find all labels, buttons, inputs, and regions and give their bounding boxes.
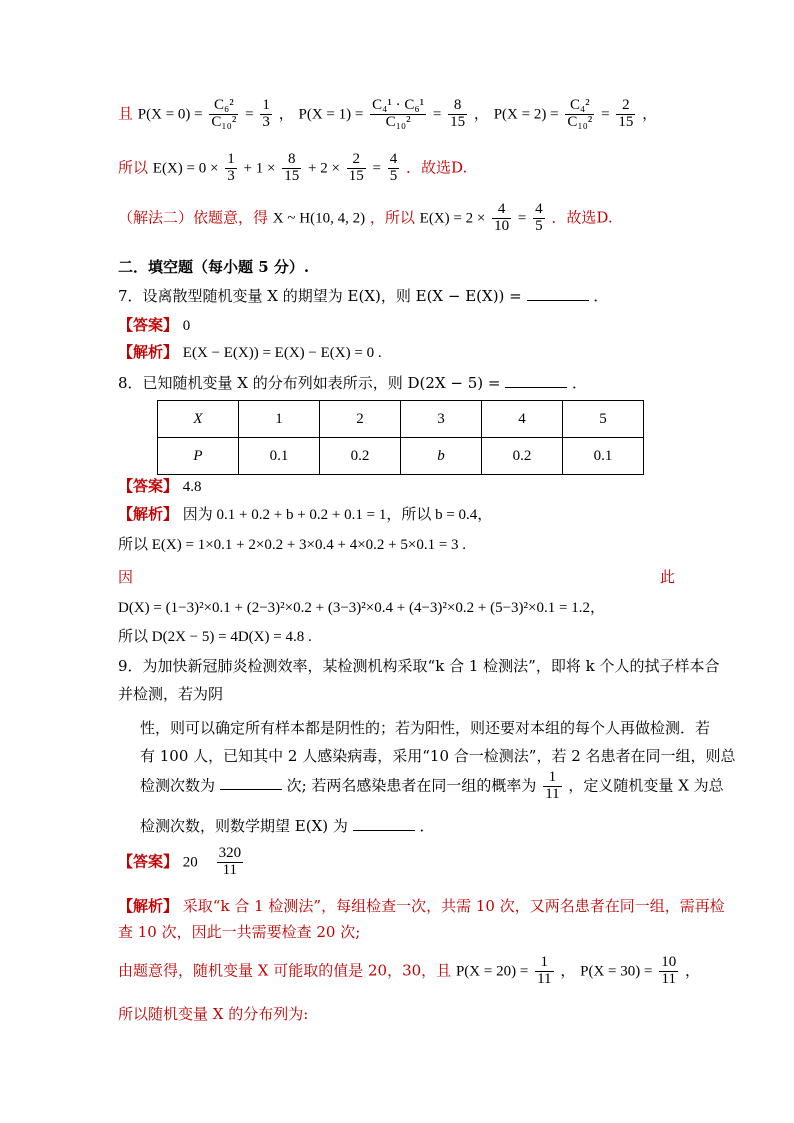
table-cell: 0.2 (320, 438, 401, 475)
table-cell: 0.1 (563, 438, 644, 475)
denominator: 11 (545, 785, 560, 802)
prob-lhs: P(X = 20) = (455, 963, 529, 980)
denominator: 10 (494, 217, 510, 234)
question-9-analysis (118, 895, 725, 916)
analysis-tag: 【解析】 (118, 343, 179, 361)
question-9-answer (118, 846, 245, 879)
analysis-text: 所以 D(2X − 5) = 4D(X) = 4.8 . (118, 629, 312, 645)
numerator: C₆² (209, 98, 238, 115)
denominator: 5 (389, 167, 398, 184)
text-prefix: （解法二）依题意，得 (118, 208, 269, 227)
analysis-text: D(X) = (1−3)²×0.1 + (2−3)²×0.2 + (3−3)²×0.4 + (4−3)²×0.2 + (5−3)²×0.1 = 1.2， (118, 600, 605, 616)
question-text: 7．设离散型随机变量 X 的期望为 E(X)，则 E(X − E(X)) = (118, 287, 522, 305)
answer-tag: 【答案】 (118, 316, 179, 334)
choice-text: ．故选 (551, 208, 597, 227)
question-9-text: 有 100 人，已知其中 2 人感染病毒，采用“10 合一检测法”，若 2 名患者在同一组，则总 (140, 747, 736, 765)
fraction (492, 202, 511, 235)
table-cell: P (158, 438, 239, 475)
denominator: 15 (284, 167, 300, 184)
text-prefix: 且 (118, 104, 134, 123)
line-end: ． (419, 817, 435, 835)
expr-part: + 2 × (308, 160, 340, 177)
numerator: 1 (262, 97, 270, 113)
answer-tag: 【答案】 (118, 852, 179, 871)
separator: ， (473, 104, 489, 123)
fraction (533, 202, 545, 235)
equals: = (601, 106, 610, 123)
line-end: . (607, 208, 613, 227)
section-heading: 二．填空题（每小题 5 分）. (118, 258, 310, 276)
table-row (158, 401, 644, 438)
answer-fraction (217, 846, 244, 879)
question-9-line6 (140, 815, 434, 836)
answer-blank (527, 286, 589, 301)
answer-value: 20 (182, 854, 198, 871)
denominator: 3 (262, 113, 270, 130)
denominator: 15 (348, 167, 364, 184)
question-9-text: 并检测，若为阴 (118, 685, 224, 703)
fraction (659, 955, 678, 988)
question-text: 检测次数，则数学期望 E(X) 为 (140, 817, 348, 835)
denominator: C₁₀² (567, 113, 593, 130)
denominator: 3 (227, 167, 235, 184)
line-end: ． (593, 287, 609, 305)
table-cell: 4 (482, 401, 563, 438)
denominator: 15 (618, 113, 634, 130)
analysis-text: 因为 0.1 + 0.2 + b + 0.2 + 0.1 = 1，所以 b = 0.4， (182, 507, 493, 523)
numerator: C₄² (565, 98, 594, 115)
line-end: ， (685, 961, 701, 980)
question-9-line5 (140, 770, 724, 803)
expr-part: E(X) = 0 × (152, 160, 219, 177)
question-8 (118, 372, 587, 393)
analysis-text: 采取“k 合 1 检测法”，每组检查一次，共需 10 次，又两名患者在同一组，需再检 (182, 897, 725, 915)
table-cell: 1 (239, 401, 320, 438)
text-mid: ，所以 (369, 208, 415, 227)
question-text: ，定义随机变量 X 为总 (568, 776, 724, 795)
numerator: 320 (218, 845, 242, 861)
numerator: 2 (616, 98, 635, 115)
fraction-p2-value (616, 98, 635, 131)
method-two-line (118, 202, 613, 235)
denominator: 5 (535, 217, 543, 234)
line-end: . (462, 158, 468, 177)
analysis-text: 查 10 次，因此一共需要检查 20 次; (118, 923, 361, 941)
analysis-text: 由题意得，随机变量 X 可能取的值是 20，30，且 (118, 961, 452, 980)
text-prefix: 所以 (118, 158, 149, 177)
equals: = (245, 106, 254, 123)
analysis-text: 因 (118, 568, 134, 586)
equals: = (517, 210, 527, 227)
fraction (282, 152, 301, 185)
answer-blank (505, 373, 567, 388)
table-cell: 0.1 (239, 438, 320, 475)
question-text: 检测次数为 (140, 776, 216, 795)
choice-letter: D (451, 158, 463, 177)
fraction-p2 (565, 98, 594, 131)
hypergeometric: X ~ H(10, 4, 2) (272, 210, 366, 227)
question-8-analysis (118, 503, 492, 524)
numerator: 8 (448, 98, 467, 115)
analysis-tag: 【解析】 (118, 897, 179, 915)
expr-part: + 1 × (243, 160, 276, 177)
choice-letter: D (596, 208, 608, 227)
numerator: 1 (535, 955, 553, 972)
question-text: 次; 若两名感染患者在同一组的概率为 (286, 776, 537, 795)
expr-part: = (372, 160, 381, 177)
question-9-text: 9．为加快新冠肺炎检测效率，某检测机构采取“k 合 1 检测法”，即将 k 个人的拭子样本合 (118, 657, 720, 675)
choice-text: ．故选 (406, 158, 452, 177)
question-7-analysis (118, 341, 382, 362)
analysis-line (118, 955, 700, 988)
numerator: 1 (227, 151, 235, 167)
line-end: ． (572, 374, 588, 392)
numerator: 10 (661, 954, 677, 970)
table-cell: 5 (563, 401, 644, 438)
expr-part: E(X) = 2 × (419, 210, 486, 227)
analysis-tag: 【解析】 (118, 505, 179, 523)
table-row (158, 438, 644, 475)
fraction (225, 152, 237, 185)
p0-lhs: P(X = 0) = (137, 106, 203, 123)
probability-line (118, 98, 657, 131)
separator: ， (560, 961, 576, 980)
numerator: 8 (282, 152, 301, 169)
p2-lhs: P(X = 2) = (493, 106, 559, 123)
answer-blank (353, 816, 415, 831)
question-9-text: 性，则可以确定所有样本都是阴性的；若为阳性，则还要对本组的每个人再做检测．若 (140, 719, 711, 737)
answer-value: 0 (182, 318, 191, 334)
distribution-table (157, 400, 644, 475)
analysis-text: 所以随机变量 X 的分布列为: (118, 1005, 309, 1023)
fraction-p0-value (260, 98, 272, 131)
table-cell: 3 (401, 401, 482, 438)
question-7-answer (118, 314, 190, 335)
answer-tag: 【答案】 (118, 477, 179, 495)
p1-lhs: P(X = 1) = (298, 106, 364, 123)
analysis-text: 所以 E(X) = 1×0.1 + 2×0.2 + 3×0.4 + 4×0.2 + 5×0.1 = 3 . (118, 537, 467, 553)
fraction (388, 152, 400, 185)
denominator: 11 (537, 970, 552, 987)
fraction-p1 (370, 98, 426, 131)
numerator: 1 (543, 770, 561, 787)
analysis-text: E(X − E(X)) = E(X) − E(X) = 0 . (182, 345, 382, 361)
numerator: 4 (389, 151, 398, 167)
denominator: 11 (661, 970, 676, 987)
numerator: 4 (535, 201, 543, 217)
table-cell: X (158, 401, 239, 438)
line-end: ， (642, 104, 658, 123)
question-text: 8．已知随机变量 X 的分布列如表所示，则 D(2X − 5) = (118, 374, 501, 392)
denominator: C₁₀² (385, 113, 411, 130)
denominator: 11 (222, 861, 238, 878)
fraction-p1-value (448, 98, 467, 131)
question-8-answer (118, 475, 202, 496)
answer-value: 4.8 (182, 479, 202, 495)
numerator: 2 (347, 152, 366, 169)
analysis-text: 此 (660, 568, 676, 586)
denominator: 15 (450, 113, 466, 130)
table-cell: 0.2 (482, 438, 563, 475)
numerator: 4 (492, 202, 511, 219)
question-7 (118, 285, 608, 306)
separator: ， (278, 104, 294, 123)
fraction (347, 152, 366, 185)
equals: = (432, 106, 442, 123)
prob-lhs: P(X = 30) = (580, 963, 653, 980)
fraction-p0 (209, 98, 238, 131)
expectation-line (118, 152, 467, 185)
fraction (543, 770, 561, 803)
answer-blank (220, 775, 282, 790)
fraction (535, 955, 553, 988)
table-cell: 2 (320, 401, 401, 438)
denominator: C₁₀² (211, 113, 237, 130)
table-cell: b (401, 438, 482, 475)
numerator: C₄¹ · C₆¹ (372, 97, 425, 113)
